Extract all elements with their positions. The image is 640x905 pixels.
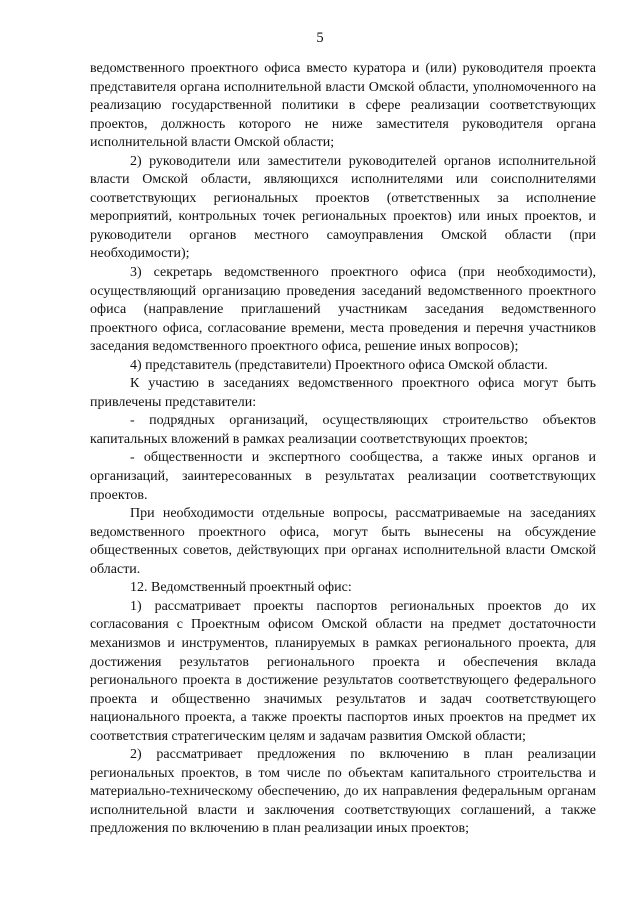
section-12-heading: 12. Ведомственный проектный офис: <box>130 580 352 596</box>
paragraph-item-2: 2) руководители или заместители руководителей органов исполнительной власти Омской области, являющихся исполнителями или соисполнителями соответствующих региональных проектов (ответственных за исполнение мероприятий, контрольных точек региональных проектов) или иных проектов, и руководители органов местного самоуправления Омской области (при необходимости); <box>90 153 596 262</box>
page-number: 5 <box>316 30 324 46</box>
paragraph-bullet-public: - общественности и экспертного сообщества, а также иных органов и организаций, заинтересованных в результатах реализации соответствующих проектов. <box>90 450 596 503</box>
paragraph-participants-intro: К участию в заседаниях ведомственного проектного офиса могут быть привлечены представители: <box>90 376 596 410</box>
paragraph-12-item-2: 2) рассматривает предложения по включению в план реализации региональных проектов, в том числе по объектам капитального строительства и материально-техническому обеспечению, до их направления федеральным органам исполнительной власти и заключения соответствующих соглашений, а также предложения по включению в план реализации иных проектов; <box>90 747 596 837</box>
paragraph-continuation: ведомственного проектного офиса вместо куратора и (или) руководителя проекта представителя органа исполнительной власти Омской области, уполномоченного на реализацию государственной политики в сфере реализации соответствующих проектов, должность которого не ниже заместителя руководителя органа исполнительной власти Омской области; <box>90 61 596 151</box>
paragraph-12-item-1: 1) рассматривает проекты паспортов региональных проектов до их согласования с Проектным офисом Омской области на предмет достаточности механизмов и инструментов, планируемых в рамках регионального проекта, для достижения результатов регионального проекта и обеспечения вклада регионального проекта в достижение результатов соответствующего федерального проекта и общественно значимых результатов и задач соответствующего национального проекта, а также проекты паспортов иных проектов на предмет их соответствия стратегическим целям и задачам развития Омской области; <box>90 598 596 744</box>
paragraph-public-councils: При необходимости отдельные вопросы, рассматриваемые на заседаниях ведомственного проектного офиса, могут быть вынесены на обсуждение общественных советов, действующих при органах исполнительной власти Омской области. <box>90 506 596 577</box>
paragraph-bullet-contractors: - подрядных организаций, осуществляющих строительство объектов капитальных вложений в рамках реализации соответствующих проектов; <box>90 413 596 447</box>
paragraph-item-4: 4) представитель (представители) Проектного офиса Омской области. <box>130 357 548 373</box>
paragraph-item-3: 3) секретарь ведомственного проектного офиса (при необходимости), осуществляющий организацию проведения заседаний ведомственного проектного офиса (направление приглашений участникам заседания ведомственного проектного офиса, согласование времени, места проведения и перечня участников заседания ведомственного проектного офиса, решение иных вопросов); <box>90 265 596 355</box>
document-body <box>90 60 596 839</box>
